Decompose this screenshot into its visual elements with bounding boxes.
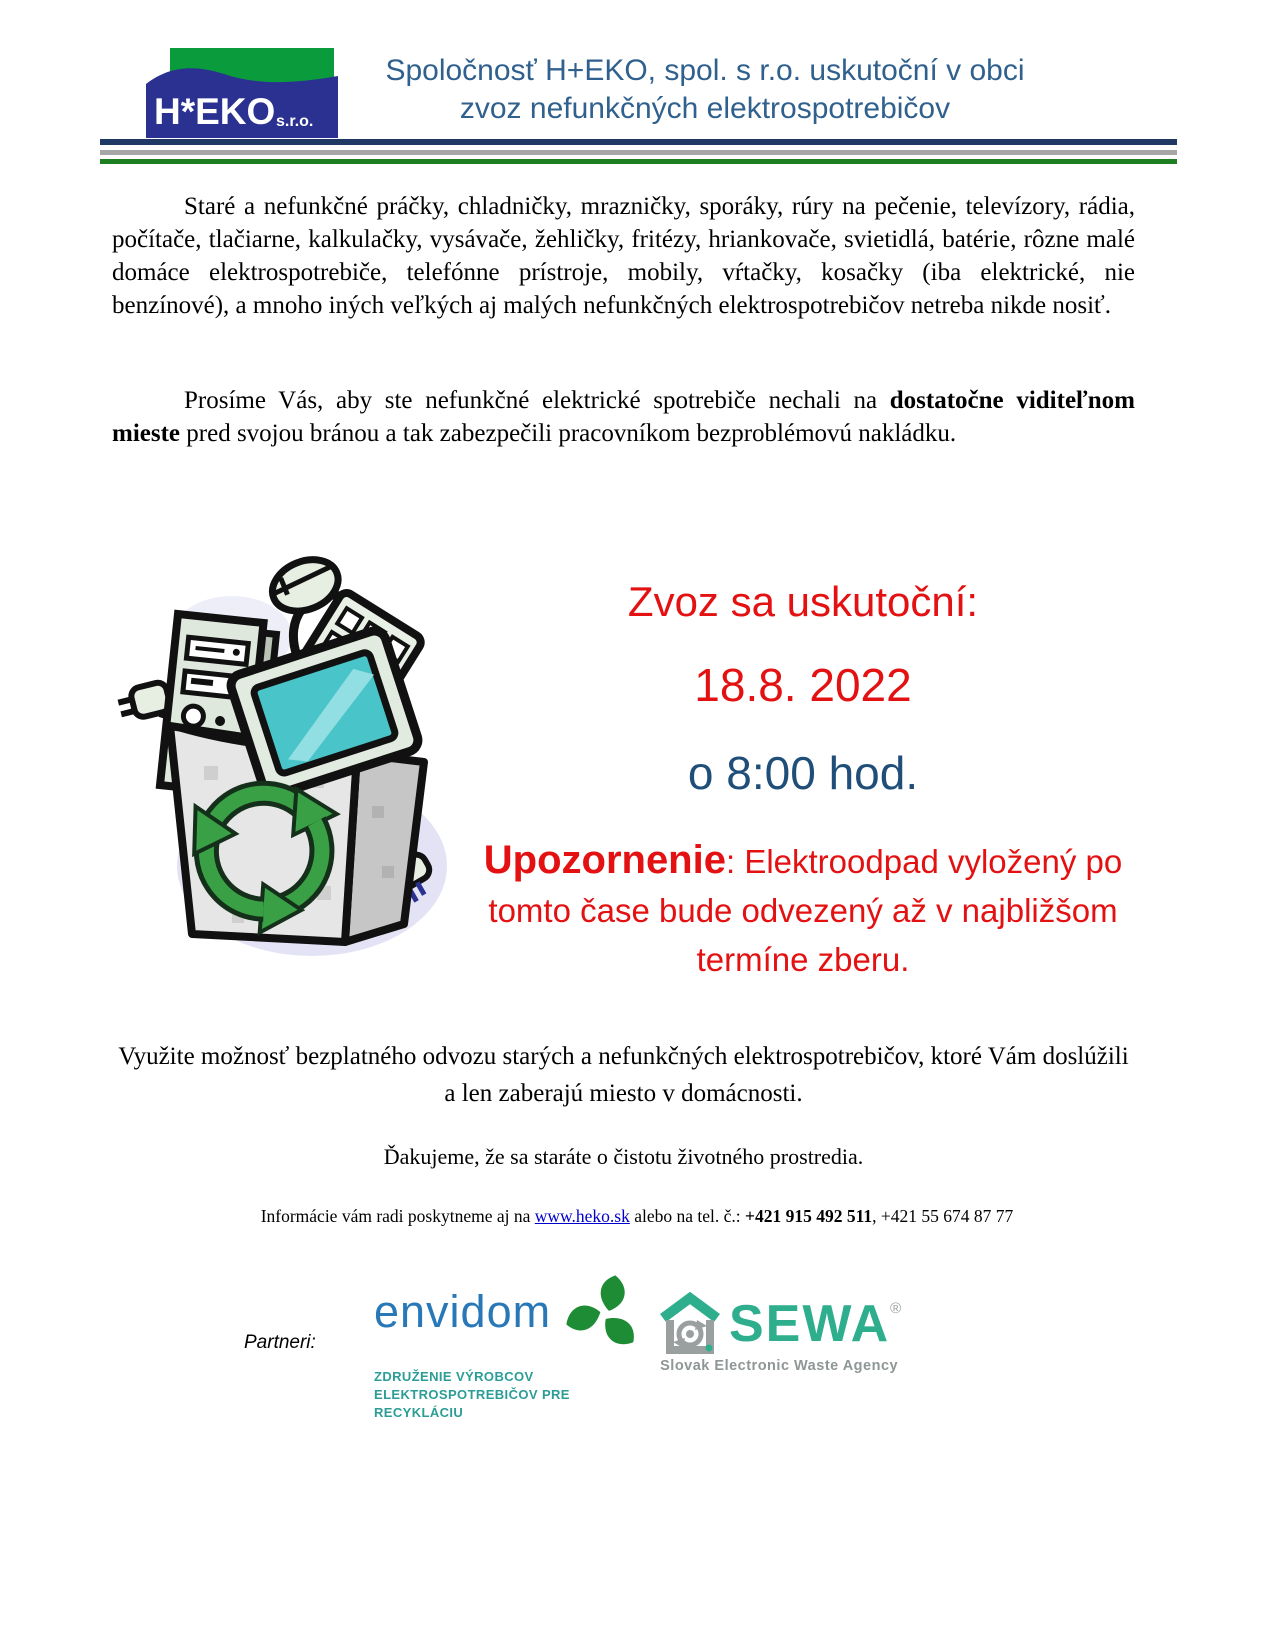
schedule-heading: Zvoz sa uskutoční:	[627, 578, 979, 625]
partners-section	[112, 1266, 1170, 1426]
envidom-tagline-line2: ELEKTROSPOTREBIČOV PRE RECYKLÁCIU	[374, 1387, 570, 1420]
schedule-panel	[442, 556, 1164, 984]
notice-text	[442, 836, 1164, 984]
heko-website-link[interactable]: www.heko.sk	[534, 1206, 630, 1226]
page-title	[290, 52, 1120, 128]
sewa-logo	[657, 1292, 901, 1374]
recycle-leaves-icon	[561, 1268, 649, 1356]
header-divider	[100, 139, 1177, 164]
envidom-tagline	[374, 1368, 654, 1422]
envidom-logo	[374, 1268, 654, 1422]
divider-green-bar	[100, 159, 1177, 164]
notice-lead: Upozornenie	[483, 838, 726, 882]
schedule-date: 18.8. 2022	[694, 659, 912, 711]
page-title-line2: zvoz nefunkčných elektrospotrebičov	[459, 92, 951, 125]
contact-phone-secondary: , +421 55 674 87 77	[872, 1206, 1014, 1226]
request-paragraph-start: Prosíme Vás, aby ste nefunkčné elektrické spotrebiče nechali na	[184, 387, 890, 414]
sewa-registered-mark: ®	[890, 1299, 902, 1317]
thanks-line: Ďakujeme, že sa staráte o čistotu životného prostredia.	[383, 1144, 864, 1169]
intro-paragraph-text: Staré a nefunkčné práčky, chladničky, mrazničky, sporáky, rúry na pečenie, televízory, rádia, počítače, tlačiarne, kalkulačky, vysávače, žehličky, fritézy, hriankovače, svietidlá, batérie, rôzne malé domáce elektrospotrebiče, telefónne prístroje, mobily, vŕtačky, kosačky (iba elektrické, nie benzínové), a mnoho iných veľkých aj malých nefunkčných elektrospotrebičov netreba nikde nosiť.	[112, 193, 1135, 319]
contact-line	[62, 1206, 1212, 1227]
notice-rest: : Elektroodpad vyložený po tomto čase bude odvezený až v najbližšom termíne zberu.	[488, 843, 1123, 978]
house-recycle-icon	[657, 1292, 723, 1356]
closing-paragraph: Využite možnosť bezplatného odvozu starých a nefunkčných elektrospotrebičov, ktoré Vám doslúžili a len zaberajú miesto v domácnosti.	[118, 1043, 1129, 1107]
page-title-line1: Spoločnosť H+EKO, spol. s r.o. uskutoční v obci	[385, 54, 1025, 87]
partners-label: Partneri:	[244, 1332, 316, 1353]
contact-text-start: Informácie vám radi poskytneme aj na	[260, 1206, 535, 1226]
request-paragraph-end: pred svojou bránou a tak zabezpečili pracovníkom bezproblémovú nakládku.	[180, 420, 957, 447]
schedule-time: o 8:00 hod.	[687, 747, 919, 799]
heko-logo-text: H*EKO	[154, 91, 276, 132]
divider-navy-bar	[100, 139, 1177, 145]
sewa-wordmark: SEWA	[729, 1295, 891, 1353]
request-paragraph	[112, 384, 1135, 450]
schedule-section	[112, 556, 1170, 978]
contact-text-mid: alebo na tel. č.:	[629, 1206, 746, 1226]
sewa-tagline: Slovak Electronic Waste Agency	[660, 1358, 899, 1374]
intro-paragraph	[112, 190, 1135, 322]
contact-phone-primary: +421 915 492 511	[745, 1206, 873, 1226]
request-paragraph-bold: dostatočne viditeľnom mieste	[112, 387, 1135, 447]
envidom-wordmark: envidom	[374, 1286, 552, 1337]
divider-gray-bar	[100, 150, 1177, 155]
envidom-tagline-line1: ZDRUŽENIE VÝROBCOV	[374, 1369, 534, 1384]
ewaste-clipart	[112, 556, 447, 961]
heko-logo-suffix: s.r.o.	[276, 113, 314, 130]
